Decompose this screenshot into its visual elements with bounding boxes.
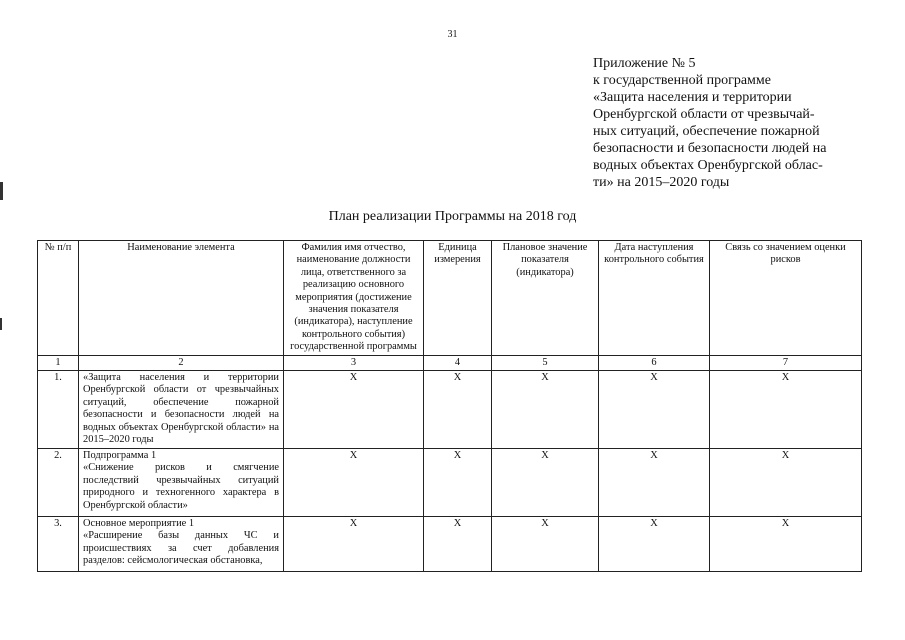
element-name — [79, 517, 284, 572]
event-date-cell: Х — [599, 449, 710, 517]
scan-edge-mark — [0, 318, 2, 330]
table-header-row — [38, 241, 862, 356]
row-number: 1. — [38, 371, 79, 449]
unit-cell: Х — [424, 517, 492, 572]
responsible-cell: Х — [284, 449, 424, 517]
page-number: 31 — [447, 29, 458, 40]
appendix-heading — [593, 55, 863, 191]
appendix-line: Оренбургской области от чрезвычай- — [593, 107, 815, 122]
appendix-line: «Защита населения и территории — [593, 90, 792, 105]
planned-value-cell: Х — [492, 517, 599, 572]
element-name — [79, 449, 284, 517]
element-description: «Защита населения и территории Оренбургской области от чрезвычайных ситуаций, обеспечение пожарной безопасности и безопасности людей на водных объектах Оренбургской области» на 2015–2020 годы — [83, 372, 279, 446]
column-number: 1 — [38, 355, 79, 370]
element-name — [79, 371, 284, 449]
table-row — [38, 517, 862, 572]
header-cell-num: № п/п — [38, 241, 79, 356]
event-date-cell: Х — [599, 371, 710, 449]
responsible-cell: Х — [284, 517, 424, 572]
column-number: 3 — [284, 355, 424, 370]
header-cell-planned-value: Плановое значение показателя (индикатора) — [492, 241, 599, 356]
header-cell-name: Наименование элемента — [79, 241, 284, 356]
column-number: 5 — [492, 355, 599, 370]
element-description: «Расширение базы данных ЧС и происшествиях за счет добавления разделов: сейсмологическая обстановка, — [83, 530, 279, 567]
unit-cell: Х — [424, 449, 492, 517]
risk-link-cell: Х — [710, 517, 862, 572]
column-number-row — [38, 355, 862, 370]
table-row — [38, 449, 862, 517]
appendix-line: безопасности и безопасности людей на — [593, 141, 827, 156]
appendix-line: ти» на 2015–2020 годы — [593, 175, 730, 190]
event-date-cell: Х — [599, 517, 710, 572]
row-number: 2. — [38, 449, 79, 517]
appendix-line: ных ситуаций, обеспечение пожарной — [593, 124, 820, 139]
plan-title: План реализации Программы на 2018 год — [328, 209, 577, 224]
column-number: 7 — [710, 355, 862, 370]
unit-cell: Х — [424, 371, 492, 449]
planned-value-cell: Х — [492, 449, 599, 517]
appendix-line: водных объектах Оренбургской облас- — [593, 158, 823, 173]
risk-link-cell: Х — [710, 449, 862, 517]
header-cell-risk-link: Связь со значением оценки рисков — [710, 241, 862, 356]
header-cell-responsible: Фамилия имя отчество, наименование должности лица, ответственного за реализацию основного мероприятия (достижение значения показателя (индикатора), наступление контрольного события) государственной программы — [284, 241, 424, 356]
row-number: 3. — [38, 517, 79, 572]
element-title: Подпрограмма 1 — [83, 450, 157, 462]
appendix-line: к государственной программе — [593, 73, 771, 88]
risk-link-cell: Х — [710, 371, 862, 449]
responsible-cell: Х — [284, 371, 424, 449]
planned-value-cell: Х — [492, 371, 599, 449]
element-description: «Снижение рисков и смягчение последствий чрезвычайных ситуаций природного и техногенного характера в Оренбургской области» — [83, 462, 279, 511]
column-number: 6 — [599, 355, 710, 370]
column-number: 4 — [424, 355, 492, 370]
appendix-line: Приложение № 5 — [593, 56, 696, 71]
column-number: 2 — [79, 355, 284, 370]
element-title: Основное мероприятие 1 — [83, 518, 195, 530]
table-row — [38, 371, 862, 449]
header-cell-unit: Единица измерения — [424, 241, 492, 356]
plan-table — [37, 240, 862, 572]
scan-edge-mark — [0, 182, 3, 200]
header-cell-event-date: Дата наступления контрольного события — [599, 241, 710, 356]
